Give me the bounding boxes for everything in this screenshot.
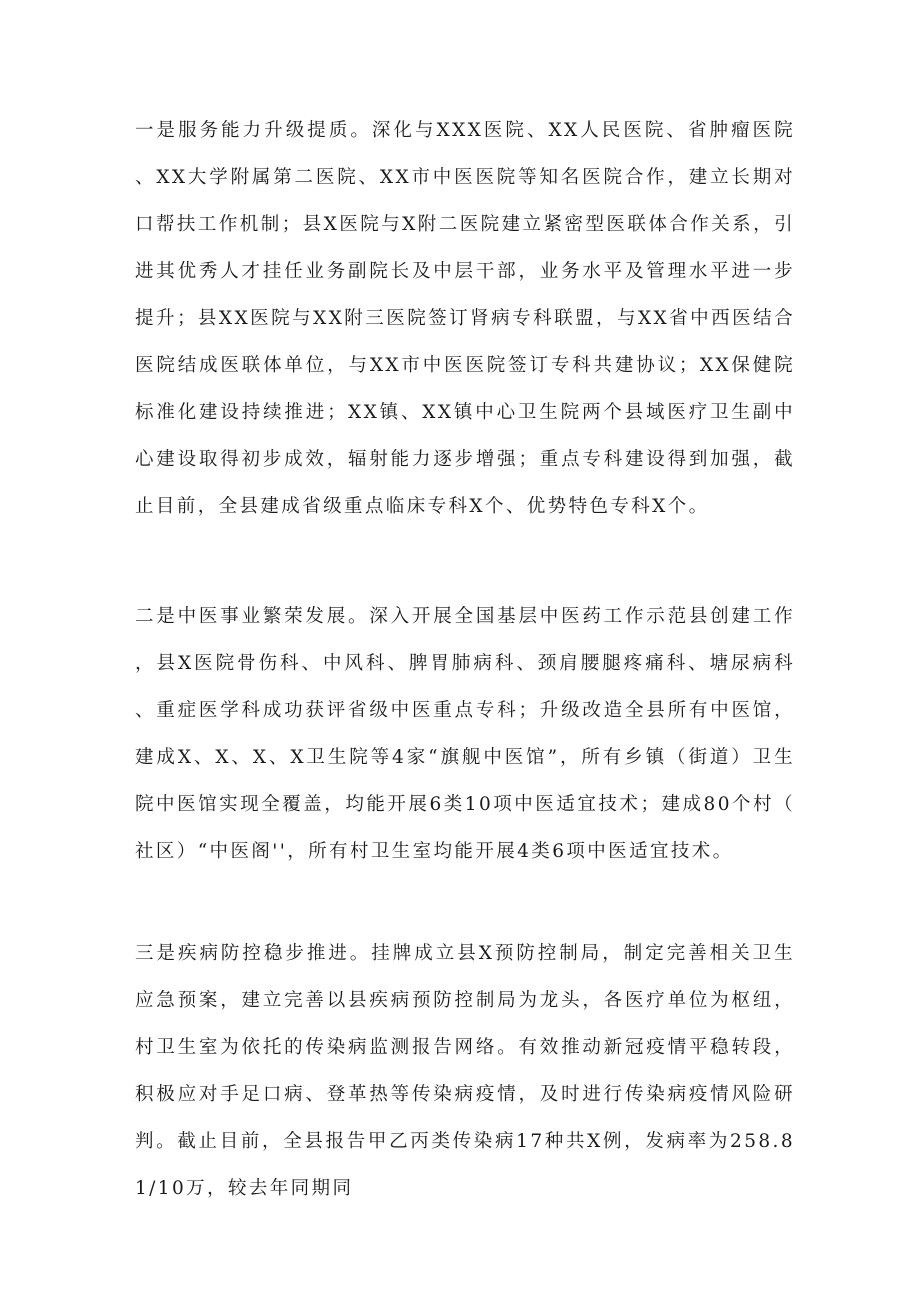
paragraph-service-capability: 一是服务能力升级提质。深化与XXX医院、XX人民医院、省肿瘤医院、XX大学附属第二医院、XX市中医医院等知名医院合作，建立长期对口帮扶工作机制；县X医院与X附二医院建立紧密型医联体合作关系，引进其优秀人才挂任业务副院长及中层干部，业务水平及管理水平进一步提升；县XX医院与XX附三医院签订肾病专科联盟，与XX省中西医结合医院结成医联体单位，与XX市中医医院签订专科共建协议；XX保健院标准化建设持续推进；XX镇、XX镇中心卫生院两个县域医疗卫生副中心建设取得初步成效，辐射能力逐步增强；重点专科建设得到加强，截止目前，全县建成省级重点临床专科X个、优势特色专科X个。	[135, 120, 795, 517]
paragraph-disease-control: 三是疾病防控稳步推进。挂牌成立县X预防控制局，制定完善相关卫生应急预案，建立完善以县疾病预防控制局为龙头，各医疗单位为枢纽，村卫生室为依托的传染病监测报告网络。有效推动新冠疫情平稳转段，积极应对手足口病、登革热等传染病疫情，及时进行传染病疫情风险研判。截止目前，全县报告甲乙丙类传染病17种共X例，发病率为258.81/10万，较去年同期同	[135, 943, 795, 1199]
paragraph-tcm-development: 二是中医事业繁荣发展。深入开展全国基层中医药工作示范县创建工作，县X医院骨伤科、中风科、脾胃肺病科、颈肩腰腿疼痛科、塘尿病科、重症医学科成功获评省级中医重点专科；升级改造全县所有中医馆，建成X、X、X、X卫生院等4家“旗舰中医馆”，所有乡镇（街道）卫生院中医馆实现全覆盖，均能开展6类10项中医适宜技术；建成80个村（社区）“中医阁''，所有村卫生室均能开展4类6项中医适宜技术。	[135, 606, 795, 862]
